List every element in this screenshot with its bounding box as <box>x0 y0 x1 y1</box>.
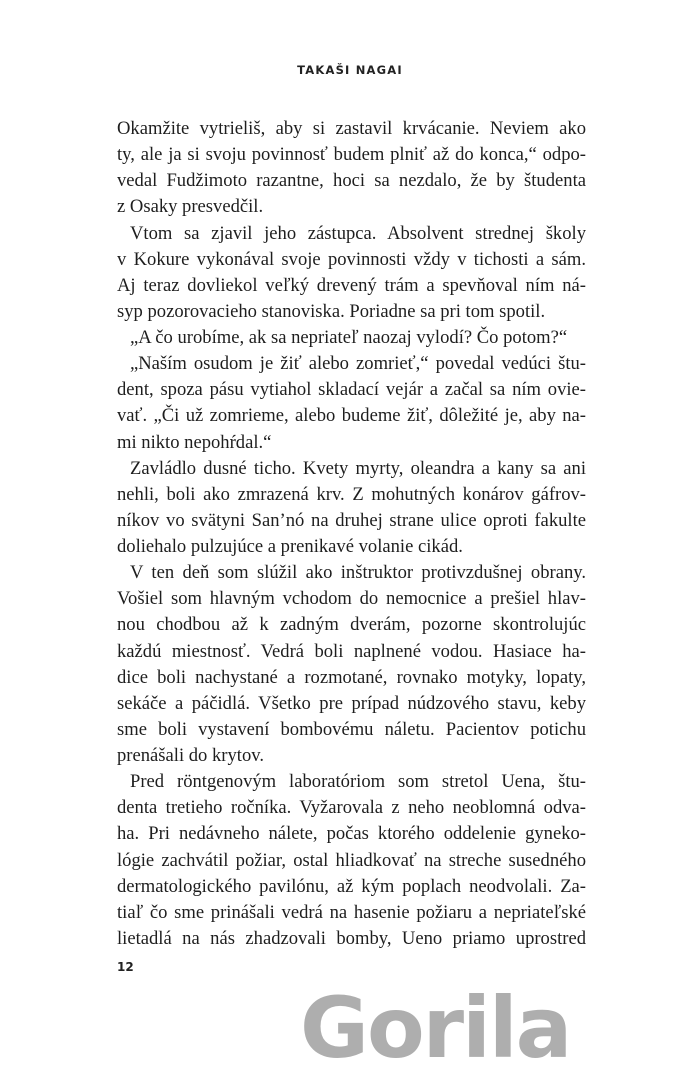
text-line: v Kokure vykonával svoje povinnosti vždy v tichosti a sám. <box>117 248 586 270</box>
running-header: TAKAŠI NAGAI <box>297 63 403 77</box>
text-line: Vošiel som hlavným vchodom do nemocnice a prešiel hlav- <box>117 588 586 610</box>
text-line: lógie zachvátil požiar, ostal hliadkovať na streche susedného <box>117 849 586 871</box>
text-line: prenášali do krytov. <box>117 745 264 766</box>
text-line: lietadlá na nás zhadzovali bomby, Ueno priamo uprostred <box>117 927 586 949</box>
paragraph <box>117 456 586 561</box>
text-line: Vtom sa zjavil jeho zástupca. Absolvent strednej školy <box>130 222 586 244</box>
text-line: nehli, boli ako zmrazená krv. Z mohutných konárov gáfrov- <box>117 483 586 505</box>
text-line: „Naším osudom je žiť alebo zomrieť,“ povedal vedúci štu- <box>130 353 586 375</box>
body-text <box>117 116 586 952</box>
text-line: nou chodbou až k zadným dverám, pozorne skontrolujúc <box>117 614 586 636</box>
text-line: vať. „Či už zomrieme, alebo budeme žiť, dôležité je, aby na- <box>117 405 586 427</box>
text-line: každú miestnosť. Vedrá boli naplnené vodou. Hasiace ha- <box>117 640 586 662</box>
text-line: ty, ale ja si svoju povinnosť budem plniť až do konca,“ odpo- <box>117 144 586 166</box>
text-line: dermatologického pavilónu, až kým poplach neodvolali. Za- <box>117 875 586 897</box>
paragraph <box>117 221 586 326</box>
text-line: V ten deň som slúžil ako inštruktor protivzdušnej obrany. <box>130 562 586 584</box>
paragraph <box>117 769 586 952</box>
text-line: sme boli vystavení bombovému náletu. Pacientov potichu <box>117 718 586 740</box>
text-line: Okamžite vytrieliš, aby si zastavil krvácanie. Neviem ako <box>117 118 586 139</box>
paragraph <box>117 116 586 221</box>
page-number: 12 <box>117 960 134 974</box>
watermark-logo: Gorila <box>300 979 571 1077</box>
text-line: doliehalo pulzujúce a prenikavé volanie cikád. <box>117 536 463 557</box>
text-line: tiaľ čo sme prinášali vedrá na hasenie požiaru a nepriateľské <box>117 901 586 923</box>
text-line: syp pozorovacieho stanoviska. Poriadne sa pri tom spotil. <box>117 300 546 322</box>
text-line: z Osaky presvedčil. <box>117 196 264 218</box>
text-line: Aj teraz dovliekol veľký drevený trám a spevňoval ním ná- <box>117 274 586 296</box>
text-line: mi nikto nepohŕdal.“ <box>117 431 272 453</box>
paragraph <box>117 351 586 456</box>
text-line: Pred röntgenovým laboratóriom som stretol Uena, štu- <box>130 771 586 793</box>
paragraph <box>117 325 586 351</box>
text-line: Zavládlo dusné ticho. Kvety myrty, oleandra a kany sa ani <box>130 457 586 479</box>
text-line: denta tretieho ročníka. Vyžarovala z neho neoblomná odva- <box>117 797 586 819</box>
paragraph <box>117 560 586 769</box>
text-line: dent, spoza pásu vytiahol skladací vejár a začal sa ním ovie- <box>117 379 586 401</box>
text-line: „A čo urobíme, ak sa nepriateľ naozaj vylodí? Čo potom?“ <box>130 327 568 348</box>
text-line: ha. Pri nedávneho nálete, počas ktorého oddelenie gyneko- <box>117 823 586 845</box>
text-line: níkov vo svätyni San’nó na druhej strane ulice oproti fakulte <box>117 509 586 531</box>
text-line: dice boli nachystané a rozmotané, rovnako motyky, lopaty, <box>117 666 586 688</box>
text-line: sekáče a páčidlá. Všetko pre prípad núdzového stavu, keby <box>117 692 586 714</box>
text-line: vedal Fudžimoto razantne, hoci sa nezdalo, že by študenta <box>117 170 586 192</box>
